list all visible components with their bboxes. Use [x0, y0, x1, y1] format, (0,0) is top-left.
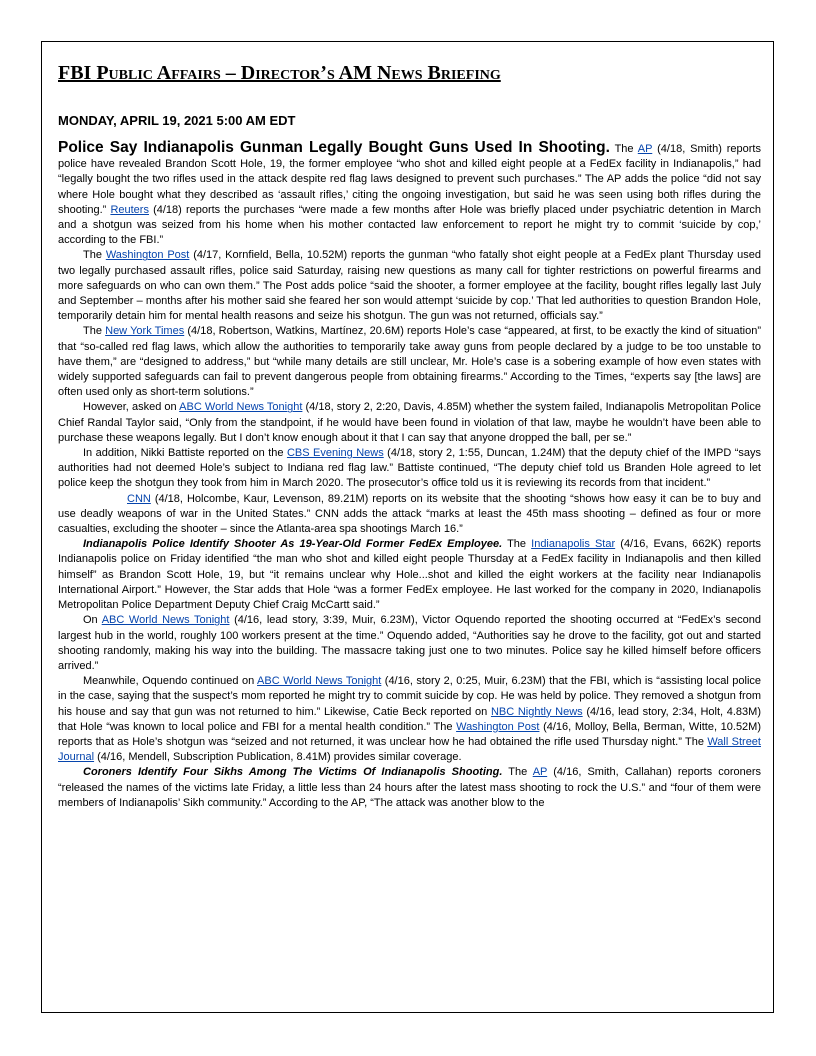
briefing-title: FBI Public Affairs – Director’s AM News Briefing: [58, 62, 501, 84]
story-text: (4/16, Mendell, Subscription Publication, 8.41M) provides similar coverage.: [94, 751, 462, 764]
briefing-dateline: MONDAY, APRIL 19, 2021 5:00 AM EDT: [58, 113, 296, 128]
story-text: The: [83, 325, 106, 338]
story-text: (4/18, story 2, 1:55, Duncan, 1.24M) that the deputy chief of the IMPD “says authorities had not deemed Hole’s subject to Indiana red flag law.” Battiste continued, “The deputy chief told us Branden Hole agreed to let police keep the shotgun they took from him in March 2020. The prosecutor’s office told us it is reviewing its records from that incident.”: [58, 447, 761, 490]
source-link[interactable]: AP: [637, 143, 653, 155]
story-subheadline: Indianapolis Police Identify Shooter As 19-Year-Old Former FedEx Employee.: [83, 538, 503, 551]
story-paragraph: [58, 446, 761, 492]
source-link[interactable]: Wall Street Journal: [58, 735, 761, 764]
story-paragraph: [58, 400, 761, 446]
story-text: The: [502, 766, 533, 779]
story-paragraph: [58, 324, 761, 400]
briefing-content: [58, 60, 761, 811]
source-link[interactable]: NBC Nightly News: [490, 705, 583, 718]
story-text: (4/16, Evans, 662K) reports Indianapolis police on Friday identified “the man who shot and killed eight people Thursday at a FedEx facility in Indianapolis and then killed himself” as Brandon Scott Hole, 19, but “it remains unclear why Hole...shot and killed the eight workers at the facility near Indianapolis International Airport.” However, the Star adds that Hole “was a former FedEx employee. He last worked for the company in 2020, Indianapolis Metropolitan Police Department Deputy Chief Craig McCartt said.”: [58, 538, 761, 612]
story-paragraph: [58, 492, 761, 538]
source-link[interactable]: ABC World News Tonight: [101, 614, 230, 627]
story-text: However, asked on: [83, 401, 180, 414]
story-text: On: [83, 614, 102, 627]
story-paragraph: [58, 248, 761, 324]
story-text: (4/16, lead story, 3:39, Muir, 6.23M), Victor Oquendo reported the shooting occurred at “FedEx’s second largest hub in the world, roughly 100 workers present at the time.” Oquendo added, “Authorities say he drove to the facility, got out and started shooting randomly, making his way into the building. The massacre taking just one to two minutes. Police say he killed himself before officers arrived.”: [58, 614, 761, 672]
story-text: (4/16, lead story, 2:34, Holt, 4.83M) that Hole “was known to local police and FBI for a mental health condition.” The: [58, 705, 761, 733]
story-paragraph: [58, 765, 761, 811]
story-text: In addition, Nikki Battiste reported on the: [83, 447, 287, 460]
story-text: (4/18) reports the purchases “were made a few months after Hole was briefly placed under psychiatric detention in March and a shotgun was seized from his home when his mother contacted law enforcement to report he might try to commit ‘suicide by cop,’ according to the FBI.”: [58, 203, 761, 247]
story-text: (4/18, Smith) reports police have revealed Brandon Scott Hole, 19, the former employee “who shot and killed eight people at a FedEx facility in Indianapolis,” had “legally bought the two rifles used in the attack despite red flag laws designed to prevent such purchases.” The AP adds the police “did not say where Hole bought what they described as ‘assault rifles,’ citing the ongoing investigation, but said he was seen using both rifles during the shooting.”: [58, 143, 761, 216]
source-link[interactable]: New York Times: [105, 325, 185, 338]
story-text: (4/16, Molloy, Bella, Berman, Witte, 10.52M) reports that as Hole’s shotgun was “seized and not returned, it was unclear how he had obtained the rifle used Thursday night.” The: [58, 720, 762, 748]
story-text: The: [83, 249, 106, 262]
story-text: The: [609, 143, 638, 155]
source-link[interactable]: ABC World News Tonight: [179, 401, 303, 414]
source-link[interactable]: Indianapolis Star: [531, 538, 616, 551]
story-subheadline: Coroners Identify Four Sikhs Among The Victims Of Indianapolis Shooting.: [83, 766, 503, 779]
story-list: [58, 140, 761, 811]
story-paragraph: [58, 537, 761, 613]
briefing-page-frame: [41, 41, 774, 1013]
story-text: (4/18, Robertson, Watkins, Martínez, 20.6M) reports Hole’s case “appeared, at first, to be exactly the kind of situation” that “so-called red flag laws, which allow the authorities to temporarily take away guns from people declared by a judge to be too unstable to have them,” are “designed to address,” but “while many details are still unclear, Mr. Hole’s case is a sobering example of how even states with widely supported safeguards can fail to prevent dangerous people from obtaining firearms.” According to the Times, “experts say [the laws] are often used only as short-term solutions.”: [58, 325, 761, 399]
story-text: (4/18, Holcombe, Kaur, Levenson, 89.21M) reports on its website that the shooting “shows how easy it can be to buy and use deadly weapons of war in the United States.” CNN adds the attack “marks at least the 45th mass shooting – defined as four or more casualties, excluding the shooter – since the Atlanta-area spa shootings March 16.”: [58, 492, 761, 536]
source-link[interactable]: CNN: [127, 492, 151, 505]
source-link[interactable]: Washington Post: [456, 720, 540, 733]
source-link[interactable]: Washington Post: [105, 249, 190, 262]
story-paragraph: [58, 613, 761, 674]
source-link[interactable]: ABC World News Tonight: [257, 675, 382, 688]
story-text: (4/16, story 2, 0:25, Muir, 6.23M) that the FBI, which is “assisting local police in the case, saying that the suspect’s mom reported he might try to commit suicide by cop. He was held by police. They removed a shotgun from his house and say that gun was not returned to him.” Likewise, Catie Beck reported on: [58, 675, 761, 718]
story-text: Meanwhile, Oquendo continued on: [83, 675, 258, 688]
source-link[interactable]: CBS Evening News: [286, 447, 384, 460]
story-text: The: [502, 538, 532, 551]
story-text: (4/16, Smith, Callahan) reports coroners “released the names of the victims late Friday, a little less than 24 hours after the latest mass shooting to rock the U.S.” and “four of them were members of Indianapolis’ Sikh community.” According to the AP, “The attack was another blow to the: [58, 766, 761, 809]
source-link[interactable]: Reuters: [110, 203, 149, 216]
story-text: (4/18, story 2, 2:20, Davis, 4.85M) whether the system failed, Indianapolis Metropolitan Police Chief Randal Taylor said, “Only from the standpoint, if he would have been found in violation of that law, maybe he wouldn’t have been able to purchase these weapons legally. But I don’t know enough about it that I can say that anyone dropped the ball, per se.”: [58, 401, 761, 444]
story-paragraph: [58, 674, 761, 765]
story-text: (4/17, Kornfield, Bella, 10.52M) reports the gunman “who fatally shot eight people at a FedEx plant Thursday used two legally purchased assault rifles, police said Saturday, raising new questions as many call for tighter restrictions on powerful firearms and more safeguards on who can own them.” The Post adds police “said the shooter, a former employee at the facility, bought rifles legally last July and September – months after his mother said she feared her son would attempt ‘suicide by cop.’ That led authorities to question Brandon Hole, temporarily detain him for mental health reasons and seize his shotgun. The gun was not returned, officials say.”: [58, 249, 762, 323]
story-paragraph: [58, 140, 761, 248]
story-headline: Police Say Indianapolis Gunman Legally Bought Guns Used In Shooting.: [58, 139, 610, 156]
source-link[interactable]: AP: [532, 766, 548, 779]
